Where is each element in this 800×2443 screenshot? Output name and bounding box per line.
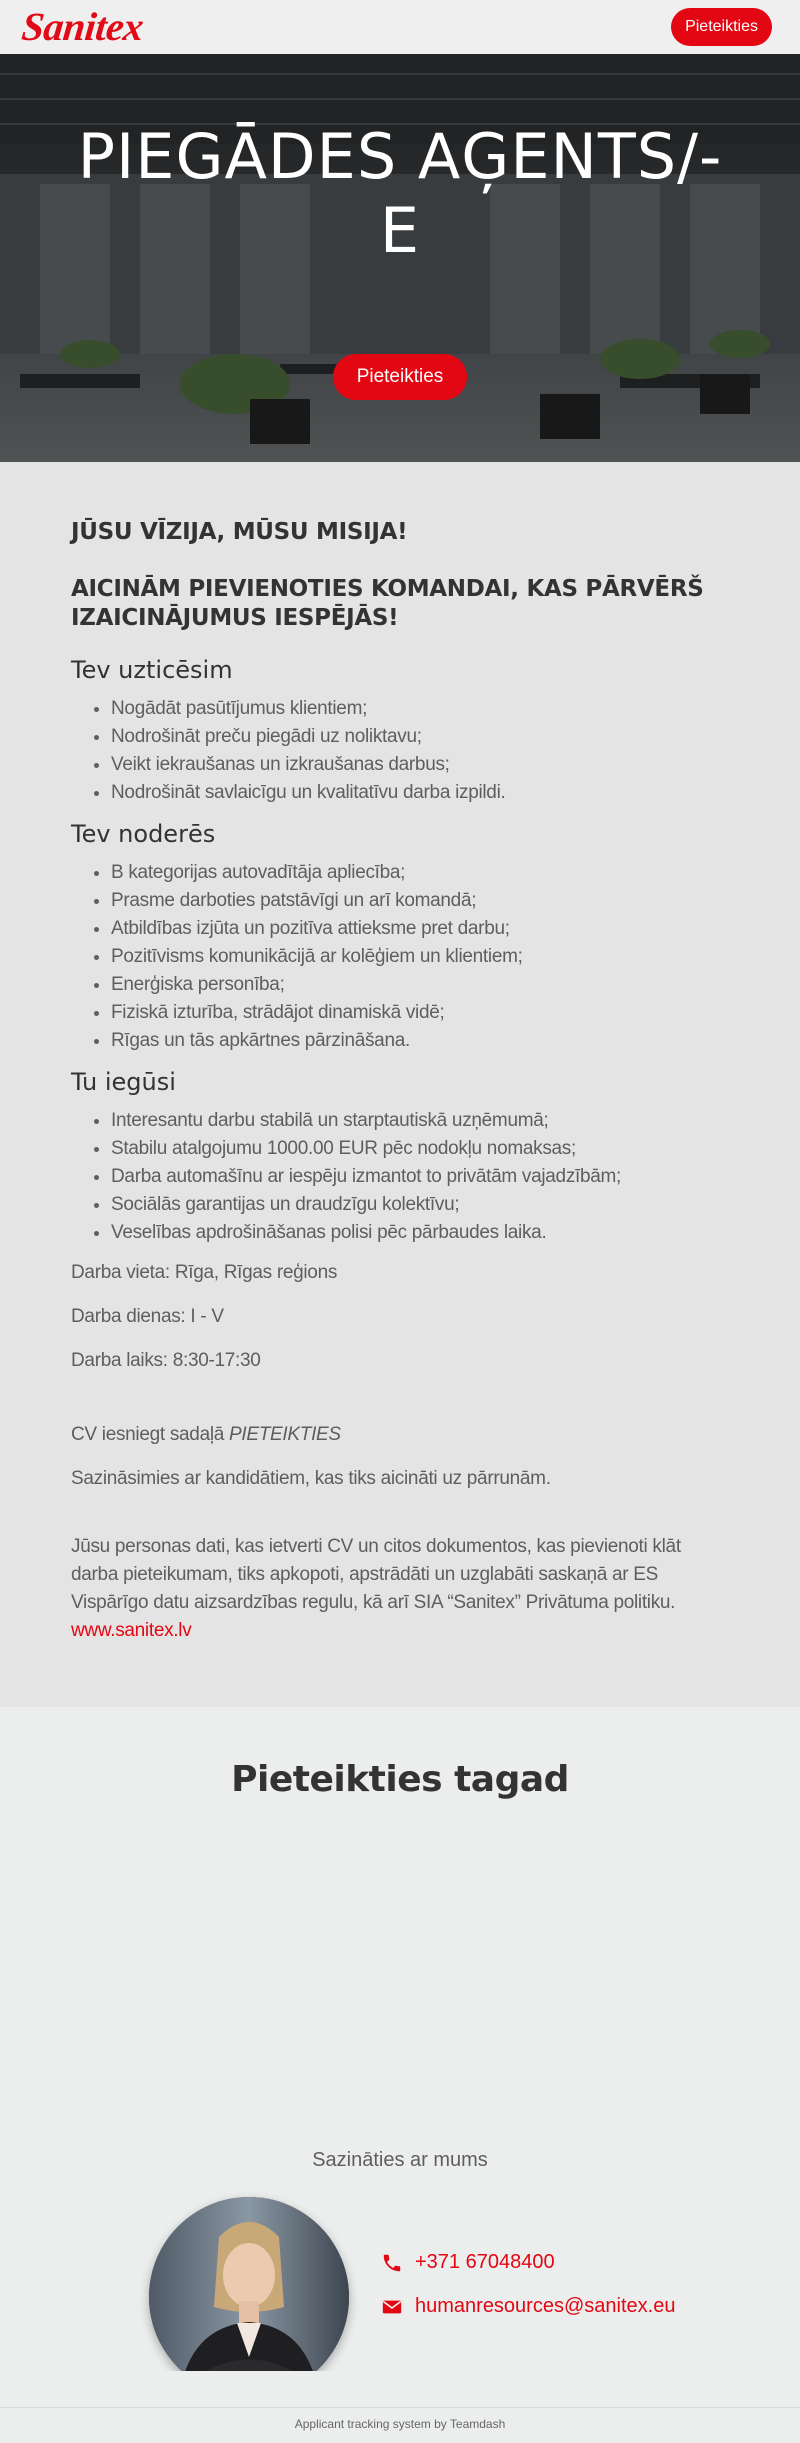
vision-heading: JŪSU VĪZIJA, MŪSU MISIJA! [71, 519, 408, 545]
privacy-notice [71, 1533, 729, 1645]
list-item: • Veikt iekraušanas un izkraušanas darbus; [111, 751, 729, 779]
cv-instruction-text: CV iesniegt sadaļā [71, 1424, 230, 1445]
email-address[interactable]: humanresources@sanitex.eu [415, 2295, 676, 2317]
list-item: • Darba automašīnu ar iespēju izmantot to privātām vajadzībām; [111, 1163, 729, 1191]
candidate-contact-note: Sazināsimies ar kandidātiem, kas tiks aicināti uz pārrunām. [71, 1468, 551, 1489]
list-item: • Pozitīvisms komunikācijā ar kolēģiem un klientiem; [111, 943, 729, 971]
apply-section-title: Pieteikties tagad [231, 1759, 569, 1800]
list-item: • Prasme darboties patstāvīgi un arī komandā; [111, 887, 729, 915]
work-hours: Darba laiks: 8:30-17:30 [71, 1350, 261, 1371]
list-item: • Enerģiska personība; [111, 971, 729, 999]
website-link[interactable]: www.sanitex.lv [71, 1620, 192, 1641]
list-item: • Nodrošināt preču piegādi uz noliktavu; [111, 723, 729, 751]
work-location: Darba vieta: Rīga, Rīgas reģions [71, 1262, 338, 1283]
contact-email[interactable] [381, 2295, 675, 2318]
list-item: • Nogādāt pasūtījumus klientiem; [111, 695, 729, 723]
hero-banner [0, 54, 800, 462]
list-item: • B kategorijas autovadītāja apliecība; [111, 859, 729, 887]
section-title-benefits: Tu iegūsi [71, 1068, 176, 1096]
recruiter-avatar [149, 2197, 349, 2397]
job-description [0, 462, 800, 1707]
phone-number[interactable]: +371 67048400 [415, 2251, 555, 2273]
list-item: • Atbildības izjūta un pozitīva attieksme pret darbu; [111, 915, 729, 943]
hero-content [0, 54, 800, 462]
job-title: PIEGĀDES AĢENTS/-E [77, 120, 723, 267]
list-item: • Nodrošināt savlaicīgu un kvalitatīvu darba izpildi. [111, 779, 729, 807]
work-days: Darba dienas: I - V [71, 1306, 224, 1327]
contact-section [0, 2135, 800, 2371]
list-item: • Stabilu atalgojumu 1000.00 EUR pēc nodokļu nomaksas; [111, 1135, 729, 1163]
hero-apply-button[interactable]: Pieteikties [333, 354, 467, 400]
list-item: • Fiziskā izturība, strādājot dinamiskā vidē; [111, 999, 729, 1027]
invitation-heading: AICINĀM PIEVIENOTIES KOMANDAI, KAS PĀRVĒRŠ IZAICINĀJUMUS IESPĒJĀS! [71, 576, 704, 631]
envelope-icon [381, 2296, 403, 2318]
contact-phone[interactable] [381, 2251, 555, 2274]
phone-icon [381, 2252, 403, 2274]
privacy-text: Jūsu personas dati, kas ietverti CV un citos dokumentos, kas pievienoti klāt darba pieteikumam, tiks apkopoti, apstrādāti un uzglabāti saskaņā ar ES Vispārīgo datu aizsardzības regulu, kā arī SIA “Sanitex” Privātuma politiku. [71, 1536, 681, 1613]
contact-title: Sazināties ar mums [312, 2149, 488, 2171]
cv-section-name: PIETEIKTIES [229, 1424, 341, 1445]
recruiter-photo [149, 2197, 349, 2397]
top-bar [0, 0, 800, 54]
requirements-list [111, 859, 729, 1055]
list-item: • Interesantu darbu stabilā un starptautiskā uzņēmumā; [111, 1107, 729, 1135]
list-item: • Veselības apdrošināšanas polisi pēc pārbaudes laika. [111, 1219, 729, 1247]
sanitex-logo[interactable]: Sanitex [19, 4, 146, 49]
footer-credit[interactable]: Applicant tracking system by Teamdash [294, 2417, 506, 2431]
footer [0, 2371, 800, 2443]
cv-instruction [71, 1421, 729, 1449]
header-apply-button[interactable]: Pieteikties [671, 8, 772, 46]
list-item: • Rīgas un tās apkārtnes pārzināšana. [111, 1027, 729, 1055]
list-item: • Sociālās garantijas un draudzīgu kolektīvu; [111, 1191, 729, 1219]
footer-divider [0, 2407, 800, 2408]
section-title-requirements: Tev noderēs [71, 820, 216, 848]
benefits-list [111, 1107, 729, 1247]
section-title-responsibilities: Tev uzticēsim [71, 656, 233, 684]
responsibilities-list [111, 695, 729, 807]
apply-section [0, 1707, 800, 2135]
